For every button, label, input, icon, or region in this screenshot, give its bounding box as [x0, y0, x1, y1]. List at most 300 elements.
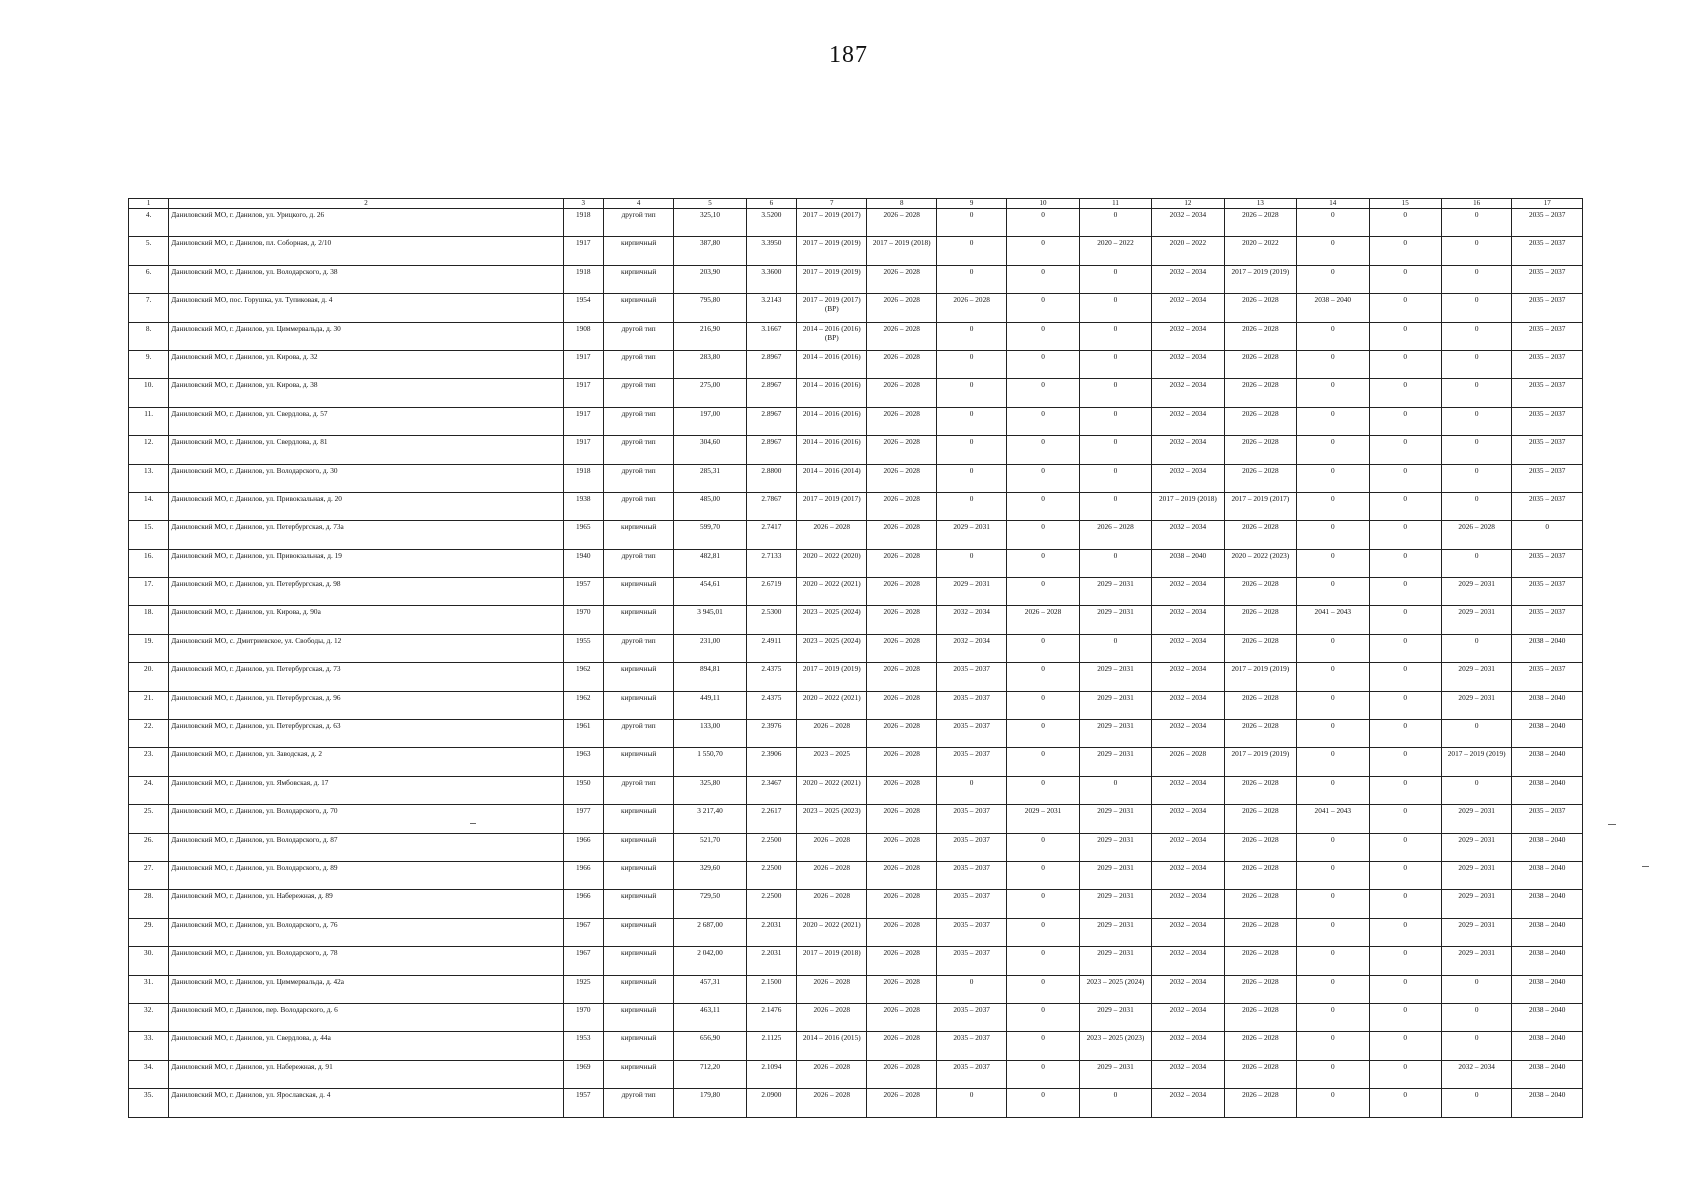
table-cell: 24. [129, 776, 169, 804]
table-cell: 2026 – 2028 [1224, 350, 1296, 378]
table-cell: 2026 – 2028 [867, 521, 936, 549]
table-cell: 2035 – 2037 [1512, 492, 1583, 520]
table-cell: 2017 – 2019 (2018) [797, 947, 867, 975]
table-cell: 2032 – 2034 [1152, 776, 1224, 804]
address-cell: Даниловский МО, г. Данилов, ул. Кирова, д. 90а [169, 606, 563, 634]
table-cell: 2035 – 2037 [936, 663, 1006, 691]
address-cell: Даниловский МО, г. Данилов, ул. Петербургская, д. 98 [169, 578, 563, 606]
table-cell: 2.2031 [746, 918, 796, 946]
table-cell: 0 [1297, 549, 1369, 577]
table-cell: 2017 – 2019 (2019) [797, 237, 867, 265]
table-cell: 0 [1297, 947, 1369, 975]
table-cell: 7. [129, 294, 169, 322]
table-cell: 2038 – 2040 [1512, 1089, 1583, 1117]
column-number: 12 [1152, 199, 1224, 209]
table-row [129, 1003, 1583, 1031]
table-row [129, 776, 1583, 804]
table-cell: 1940 [563, 549, 603, 577]
table-cell: 0 [1369, 1003, 1441, 1031]
table-cell: 2032 – 2034 [936, 634, 1006, 662]
table-cell: 2017 – 2019 (2019) [1224, 663, 1296, 691]
table-cell: 2026 – 2028 [797, 720, 867, 748]
table-cell: 0 [1007, 634, 1079, 662]
table-cell: 2035 – 2037 [936, 691, 1006, 719]
table-cell: 2026 – 2028 [1224, 521, 1296, 549]
table-cell: 2032 – 2034 [1152, 947, 1224, 975]
table-cell: 20. [129, 663, 169, 691]
table-row [129, 1032, 1583, 1060]
table-cell: кирпичный [603, 805, 673, 833]
table-cell: 0 [1369, 691, 1441, 719]
table-cell: 2026 – 2028 [867, 379, 936, 407]
table-cell: 2038 – 2040 [1512, 918, 1583, 946]
table-cell: кирпичный [603, 861, 673, 889]
table-cell: 2026 – 2028 [1224, 634, 1296, 662]
table-cell: 0 [1369, 549, 1441, 577]
table-cell: 2032 – 2034 [1152, 805, 1224, 833]
table-cell: 2029 – 2031 [1441, 805, 1511, 833]
table-cell: 0 [1369, 322, 1441, 350]
table-cell: 0 [1007, 322, 1079, 350]
table-cell: 2026 – 2028 [867, 294, 936, 322]
table-cell: 2017 – 2019 (2018) [867, 237, 936, 265]
table-cell: 1 550,70 [674, 748, 746, 776]
table-row [129, 521, 1583, 549]
table-cell: 2026 – 2028 [1224, 890, 1296, 918]
table-cell: 0 [936, 265, 1006, 293]
table-cell: 2020 – 2022 (2021) [797, 776, 867, 804]
table-cell: 2 687,00 [674, 918, 746, 946]
address-cell: Даниловский МО, г. Данилов, пер. Володарского, д. 6 [169, 1003, 563, 1031]
table-cell: 2020 – 2022 [1152, 237, 1224, 265]
table-row [129, 578, 1583, 606]
address-cell: Даниловский МО, г. Данилов, ул. Заводская, д. 2 [169, 748, 563, 776]
address-cell: Даниловский МО, г. Данилов, ул. Володарского, д. 38 [169, 265, 563, 293]
table-cell: 2038 – 2040 [1512, 833, 1583, 861]
table-row [129, 748, 1583, 776]
table-cell: 0 [1441, 975, 1511, 1003]
table-cell: кирпичный [603, 294, 673, 322]
column-number: 10 [1007, 199, 1079, 209]
table-cell: 325,80 [674, 776, 746, 804]
table-cell: 2.4375 [746, 691, 796, 719]
column-number: 13 [1224, 199, 1296, 209]
table-cell: 1917 [563, 237, 603, 265]
table-cell: 3.3600 [746, 265, 796, 293]
table-cell: 0 [1297, 578, 1369, 606]
table-cell: 2026 – 2028 [1224, 1003, 1296, 1031]
table-cell: 23. [129, 748, 169, 776]
table-cell: 2029 – 2031 [1079, 861, 1151, 889]
table-cell: 2026 – 2028 [1224, 975, 1296, 1003]
table-row [129, 720, 1583, 748]
table-cell: 0 [1441, 436, 1511, 464]
table-cell: 2026 – 2028 [1079, 521, 1151, 549]
table-row [129, 464, 1583, 492]
table-cell: 0 [1369, 237, 1441, 265]
table-cell: 2.1125 [746, 1032, 796, 1060]
table-cell: 216,90 [674, 322, 746, 350]
table-cell: 2014 – 2016 (2016) (ВР) [797, 322, 867, 350]
table-cell: 0 [1079, 209, 1151, 237]
table-cell: 2017 – 2019 (2019) [1224, 748, 1296, 776]
table-cell: 2026 – 2028 [867, 209, 936, 237]
table-cell: 2035 – 2037 [1512, 663, 1583, 691]
table-cell: кирпичный [603, 975, 673, 1003]
table-cell: 599,70 [674, 521, 746, 549]
table-cell: 2029 – 2031 [1079, 748, 1151, 776]
table-cell: 2038 – 2040 [1512, 861, 1583, 889]
table-cell: 1917 [563, 436, 603, 464]
table-cell: 0 [1007, 1089, 1079, 1117]
table-cell: 0 [1441, 265, 1511, 293]
table-cell: 2026 – 2028 [867, 663, 936, 691]
table-cell: 0 [1297, 691, 1369, 719]
table-cell: 454,61 [674, 578, 746, 606]
table-cell: 2035 – 2037 [1512, 805, 1583, 833]
table-cell: 0 [1369, 379, 1441, 407]
table-cell: 2038 – 2040 [1512, 890, 1583, 918]
address-cell: Даниловский МО, г. Данилов, ул. Ярославская, д. 4 [169, 1089, 563, 1117]
table-cell: 2029 – 2031 [1079, 1060, 1151, 1088]
table-cell: 0 [1007, 294, 1079, 322]
table-row [129, 634, 1583, 662]
table-cell: 2020 – 2022 (2021) [797, 578, 867, 606]
table-cell: 0 [1079, 322, 1151, 350]
table-cell: 325,10 [674, 209, 746, 237]
table-cell: 2026 – 2028 [867, 350, 936, 378]
table-cell: 2029 – 2031 [1079, 1003, 1151, 1031]
table-cell: 1925 [563, 975, 603, 1003]
table-cell: 1957 [563, 578, 603, 606]
table-cell: 0 [936, 549, 1006, 577]
table-cell: 0 [1297, 379, 1369, 407]
table-cell: 304,60 [674, 436, 746, 464]
address-cell: Даниловский МО, г. Данилов, ул. Набережная, д. 89 [169, 890, 563, 918]
table-cell: 2026 – 2028 [867, 918, 936, 946]
table-row [129, 663, 1583, 691]
table-cell: 1954 [563, 294, 603, 322]
table-cell: 2032 – 2034 [1152, 322, 1224, 350]
table-cell: 0 [1369, 947, 1441, 975]
page-number: 187 [829, 42, 868, 68]
table-cell: 2026 – 2028 [867, 748, 936, 776]
table-cell: 0 [1441, 464, 1511, 492]
table-cell: 0 [1441, 209, 1511, 237]
table-body [129, 209, 1583, 1118]
table-row [129, 1060, 1583, 1088]
table-cell: 2041 – 2043 [1297, 606, 1369, 634]
table-cell: 0 [1297, 776, 1369, 804]
table-cell: 2032 – 2034 [1152, 209, 1224, 237]
table-cell: 0 [1297, 861, 1369, 889]
table-cell: 0 [1441, 237, 1511, 265]
table-cell: 2032 – 2034 [1441, 1060, 1511, 1088]
table-cell: 0 [936, 407, 1006, 435]
table-cell: 2032 – 2034 [1152, 890, 1224, 918]
address-cell: Даниловский МО, г. Данилов, ул. Свердлова, д. 57 [169, 407, 563, 435]
table-cell: кирпичный [603, 1060, 673, 1088]
table-cell: 2026 – 2028 [797, 1003, 867, 1031]
table-cell: 2035 – 2037 [1512, 265, 1583, 293]
table-cell: 17. [129, 578, 169, 606]
table-cell: другой тип [603, 209, 673, 237]
table-cell: 2035 – 2037 [1512, 294, 1583, 322]
table-row [129, 209, 1583, 237]
table-cell: кирпичный [603, 521, 673, 549]
table-cell: 1970 [563, 1003, 603, 1031]
table-cell: 2.7867 [746, 492, 796, 520]
table-cell: 0 [1007, 521, 1079, 549]
column-number: 16 [1441, 199, 1511, 209]
table-cell: 1966 [563, 890, 603, 918]
scan-speck [1642, 866, 1649, 867]
table-cell: 2026 – 2028 [1224, 294, 1296, 322]
table-cell: 2023 – 2025 (2023) [1079, 1032, 1151, 1060]
address-cell: Даниловский МО, г. Данилов, ул. Кирова, д. 38 [169, 379, 563, 407]
table-cell: 0 [936, 776, 1006, 804]
table-cell: 2029 – 2031 [1441, 918, 1511, 946]
table-cell: 2.2500 [746, 833, 796, 861]
table-cell: 0 [1007, 890, 1079, 918]
table-cell: 0 [1007, 350, 1079, 378]
table-cell: 329,60 [674, 861, 746, 889]
table-cell: 28. [129, 890, 169, 918]
table-cell: 0 [1297, 748, 1369, 776]
table-cell: 0 [1369, 1032, 1441, 1060]
column-number: 15 [1369, 199, 1441, 209]
table-cell: 2032 – 2034 [1152, 464, 1224, 492]
table-cell: 0 [1297, 209, 1369, 237]
table-cell: 2032 – 2034 [1152, 691, 1224, 719]
table-cell: 2.8967 [746, 379, 796, 407]
table-cell: 0 [1441, 407, 1511, 435]
table-cell: 2038 – 2040 [1512, 1003, 1583, 1031]
table-cell: 9. [129, 350, 169, 378]
table-cell: 2026 – 2028 [1224, 322, 1296, 350]
table-row [129, 606, 1583, 634]
table-cell: 2026 – 2028 [867, 464, 936, 492]
table-cell: 21. [129, 691, 169, 719]
table-cell: 0 [936, 322, 1006, 350]
table-cell: 0 [1079, 464, 1151, 492]
table-cell: 13. [129, 464, 169, 492]
column-number: 17 [1512, 199, 1583, 209]
table-cell: 0 [936, 492, 1006, 520]
column-number: 8 [867, 199, 936, 209]
table-cell: 2026 – 2028 [1152, 748, 1224, 776]
table-cell: 22. [129, 720, 169, 748]
table-cell: 2026 – 2028 [1224, 1089, 1296, 1117]
table-cell: 2014 – 2016 (2015) [797, 1032, 867, 1060]
table-cell: 0 [1007, 209, 1079, 237]
table-cell: 2026 – 2028 [867, 720, 936, 748]
table-cell: 2026 – 2028 [867, 606, 936, 634]
address-cell: Даниловский МО, г. Данилов, ул. Володарского, д. 76 [169, 918, 563, 946]
table-cell: 2029 – 2031 [1079, 578, 1151, 606]
table-cell: 1918 [563, 209, 603, 237]
table-cell: 0 [1369, 1089, 1441, 1117]
table-cell: 2035 – 2037 [1512, 606, 1583, 634]
table-row [129, 947, 1583, 975]
table-cell: 0 [1297, 464, 1369, 492]
table-cell: 0 [1369, 294, 1441, 322]
address-cell: Даниловский МО, г. Данилов, ул. Володарского, д. 87 [169, 833, 563, 861]
table-cell: 5. [129, 237, 169, 265]
table-cell: 2038 – 2040 [1512, 776, 1583, 804]
table-cell: 2038 – 2040 [1512, 634, 1583, 662]
table-cell: 2026 – 2028 [867, 776, 936, 804]
table-cell: 231,00 [674, 634, 746, 662]
table-cell: 2035 – 2037 [1512, 322, 1583, 350]
table-cell: 2023 – 2025 [797, 748, 867, 776]
table-cell: кирпичный [603, 1003, 673, 1031]
table-cell: 2.8967 [746, 407, 796, 435]
table-cell: 0 [1079, 407, 1151, 435]
table-cell: 0 [1079, 294, 1151, 322]
table-cell: 449,11 [674, 691, 746, 719]
table-cell: 2041 – 2043 [1297, 805, 1369, 833]
table-cell: 2026 – 2028 [797, 861, 867, 889]
table-row [129, 492, 1583, 520]
table-cell: 2.8967 [746, 436, 796, 464]
table-cell: 2032 – 2034 [1152, 975, 1224, 1003]
table-cell: 2.8967 [746, 350, 796, 378]
table-cell: 2032 – 2034 [1152, 521, 1224, 549]
table-cell: 0 [936, 464, 1006, 492]
table-cell: 2029 – 2031 [1441, 663, 1511, 691]
column-number: 4 [603, 199, 673, 209]
table-cell: 2026 – 2028 [936, 294, 1006, 322]
table-cell: 2029 – 2031 [1079, 833, 1151, 861]
table-row [129, 975, 1583, 1003]
table-cell: 2026 – 2028 [867, 1089, 936, 1117]
table-cell: 1917 [563, 407, 603, 435]
table-cell: 2.7133 [746, 549, 796, 577]
table-cell: 2026 – 2028 [1224, 1032, 1296, 1060]
table-cell: 0 [1441, 294, 1511, 322]
table-cell: 2026 – 2028 [1224, 578, 1296, 606]
table-cell: 11. [129, 407, 169, 435]
table-cell: 2032 – 2034 [1152, 720, 1224, 748]
table-cell: 2026 – 2028 [867, 407, 936, 435]
table-cell: 2032 – 2034 [1152, 1060, 1224, 1088]
table-cell: 2026 – 2028 [1224, 861, 1296, 889]
address-cell: Даниловский МО, г. Данилов, ул. Свердлова, д. 81 [169, 436, 563, 464]
address-cell: Даниловский МО, с. Дмитриевское, ул. Свободы, д. 12 [169, 634, 563, 662]
table-cell: 2032 – 2034 [1152, 861, 1224, 889]
table-cell: 2029 – 2031 [1441, 890, 1511, 918]
table-cell: 0 [1369, 436, 1441, 464]
table-cell: 2035 – 2037 [936, 861, 1006, 889]
table-cell: кирпичный [603, 578, 673, 606]
table-cell: 1967 [563, 947, 603, 975]
table-cell: 2035 – 2037 [936, 1003, 1006, 1031]
table-cell: 0 [1441, 720, 1511, 748]
address-cell: Даниловский МО, г. Данилов, ул. Петербургская, д. 63 [169, 720, 563, 748]
table-row [129, 861, 1583, 889]
table-cell: 2035 – 2037 [936, 1060, 1006, 1088]
table-cell: 2029 – 2031 [1441, 606, 1511, 634]
table-cell: 2032 – 2034 [1152, 294, 1224, 322]
table-cell: 0 [1079, 1089, 1151, 1117]
table-cell: 0 [1369, 720, 1441, 748]
table-cell: 2035 – 2037 [936, 748, 1006, 776]
table-cell: 0 [1369, 663, 1441, 691]
table-cell: 0 [1007, 918, 1079, 946]
table-cell: 2020 – 2022 (2021) [797, 918, 867, 946]
table-cell: 2.4911 [746, 634, 796, 662]
table-cell: 2026 – 2028 [867, 436, 936, 464]
table-cell: 25. [129, 805, 169, 833]
table-cell: 2.2500 [746, 861, 796, 889]
table-cell: 0 [1007, 407, 1079, 435]
table-cell: 32. [129, 1003, 169, 1031]
address-cell: Даниловский МО, г. Данилов, ул. Кирова, д. 32 [169, 350, 563, 378]
table-cell: 18. [129, 606, 169, 634]
table-cell: 4. [129, 209, 169, 237]
table-cell: 2035 – 2037 [1512, 209, 1583, 237]
table-cell: 2017 – 2019 (2017) [797, 209, 867, 237]
table-cell: 30. [129, 947, 169, 975]
table-row [129, 237, 1583, 265]
table-cell: кирпичный [603, 606, 673, 634]
table-cell: 0 [1079, 265, 1151, 293]
table-cell: кирпичный [603, 237, 673, 265]
table-cell: 1918 [563, 464, 603, 492]
column-number: 11 [1079, 199, 1151, 209]
table-cell: другой тип [603, 322, 673, 350]
address-cell: Даниловский МО, г. Данилов, ул. Циммервальда, д. 30 [169, 322, 563, 350]
table-cell: 2038 – 2040 [1512, 720, 1583, 748]
table-cell: 2026 – 2028 [797, 521, 867, 549]
address-cell: Даниловский МО, г. Данилов, ул. Володарского, д. 30 [169, 464, 563, 492]
column-number: 14 [1297, 199, 1369, 209]
address-cell: Даниловский МО, г. Данилов, ул. Привокзальная, д. 20 [169, 492, 563, 520]
table-cell: 2032 – 2034 [1152, 663, 1224, 691]
table-cell: 6. [129, 265, 169, 293]
table-cell: 2038 – 2040 [1512, 748, 1583, 776]
table-cell: 2.6719 [746, 578, 796, 606]
table-cell: 0 [1441, 322, 1511, 350]
column-number: 3 [563, 199, 603, 209]
table-cell: 2026 – 2028 [867, 549, 936, 577]
table-cell: 2026 – 2028 [797, 1089, 867, 1117]
table-cell: 0 [1297, 436, 1369, 464]
table-cell: 285,31 [674, 464, 746, 492]
table-cell: 2029 – 2031 [1079, 691, 1151, 719]
table-cell: 2032 – 2034 [1152, 918, 1224, 946]
table-cell: 2029 – 2031 [1007, 805, 1079, 833]
table-cell: 2026 – 2028 [867, 947, 936, 975]
table-cell: 0 [1369, 776, 1441, 804]
table-cell: 0 [1007, 549, 1079, 577]
table-cell: 2014 – 2016 (2014) [797, 464, 867, 492]
table-cell: 0 [1007, 464, 1079, 492]
table-cell: 457,31 [674, 975, 746, 1003]
table-cell: 0 [1007, 1032, 1079, 1060]
table-cell: другой тип [603, 436, 673, 464]
table-cell: 1962 [563, 691, 603, 719]
address-cell: Даниловский МО, г. Данилов, ул. Петербургская, д. 73 [169, 663, 563, 691]
table-cell: 2.3976 [746, 720, 796, 748]
table-cell: 2.5300 [746, 606, 796, 634]
table-cell: 0 [1369, 407, 1441, 435]
table-cell: 12. [129, 436, 169, 464]
table-cell: 1966 [563, 861, 603, 889]
column-number: 1 [129, 199, 169, 209]
address-cell: Даниловский МО, г. Данилов, ул. Урицкого, д. 26 [169, 209, 563, 237]
